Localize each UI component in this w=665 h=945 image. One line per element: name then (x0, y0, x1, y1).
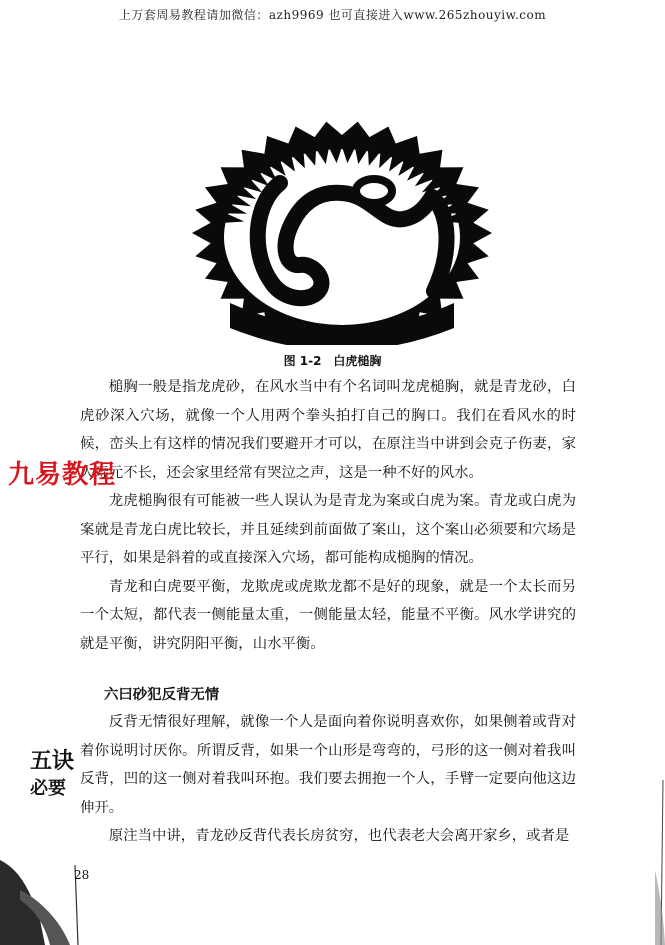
paragraph: 原注当中讲，青龙砂反背代表长房贫穷，也代表老大会离开家乡，或者是 (108, 828, 570, 844)
section-heading: 六曰砂犯反背无情 (104, 687, 220, 703)
section-body-text (80, 708, 576, 851)
right-edge-decoration-icon (625, 780, 665, 945)
paragraph: 龙虎槌胸很有可能被一些人误认为是青龙为案或白虎为案。青龙或白虎为案就是青龙白虎比较长，并且延续到前面做了案山，这个案山必须要和穴场是平行，如果是斜着的或直接深入穴场，都可能构成槌胸的情况。 (80, 493, 576, 566)
paragraph: 槌胸一般是指龙虎砂，在风水当中有个名词叫龙虎槌胸，就是青龙砂，白虎砂深入穴场，就像一个人用两个拳头拍打自己的胸口。我们在看风水的时候，峦头上有这样的情况我们要避开才可以，在原注当中讲到会克子伤妻，家人寿元不长，还会家里经常有哭泣之声，这是一种不好的风水。 (80, 379, 576, 481)
side-title-line2: 必要 (30, 778, 66, 799)
page-number: 28 (74, 868, 90, 882)
figure-caption: 图 1-2 白虎槌胸 (283, 354, 382, 368)
watermark-text: 九易教程 (8, 460, 117, 490)
corner-decoration-icon (0, 860, 110, 945)
body-text-block (80, 373, 576, 658)
paragraph: 反背无情很好理解，就像一个人是面向着你说明喜欢你，如果侧着或背对着你说明讨厌你。所谓反背，如果一个山形是弯弯的，弓形的这一侧对着我叫反背，凹的这一侧对着我叫环抱。我们要去拥抱一个人，手臂一定要向他这边伸开。 (80, 714, 576, 816)
side-title-line1: 五诀 (30, 748, 75, 774)
page-header: 上万套周易教程请加微信：azh9969 也可直接进入www.265zhouyiw.com (118, 8, 547, 22)
paragraph: 青龙和白虎要平衡，龙欺虎或虎欺龙都不是好的现象，就是一个太长而另一个太短，都代表一侧能量太重，一侧能量太轻，能量不平衡。风水学讲究的就是平衡，讲究阴阳平衡，山水平衡。 (80, 578, 576, 652)
tiger-fist-symbol-icon (190, 115, 495, 345)
